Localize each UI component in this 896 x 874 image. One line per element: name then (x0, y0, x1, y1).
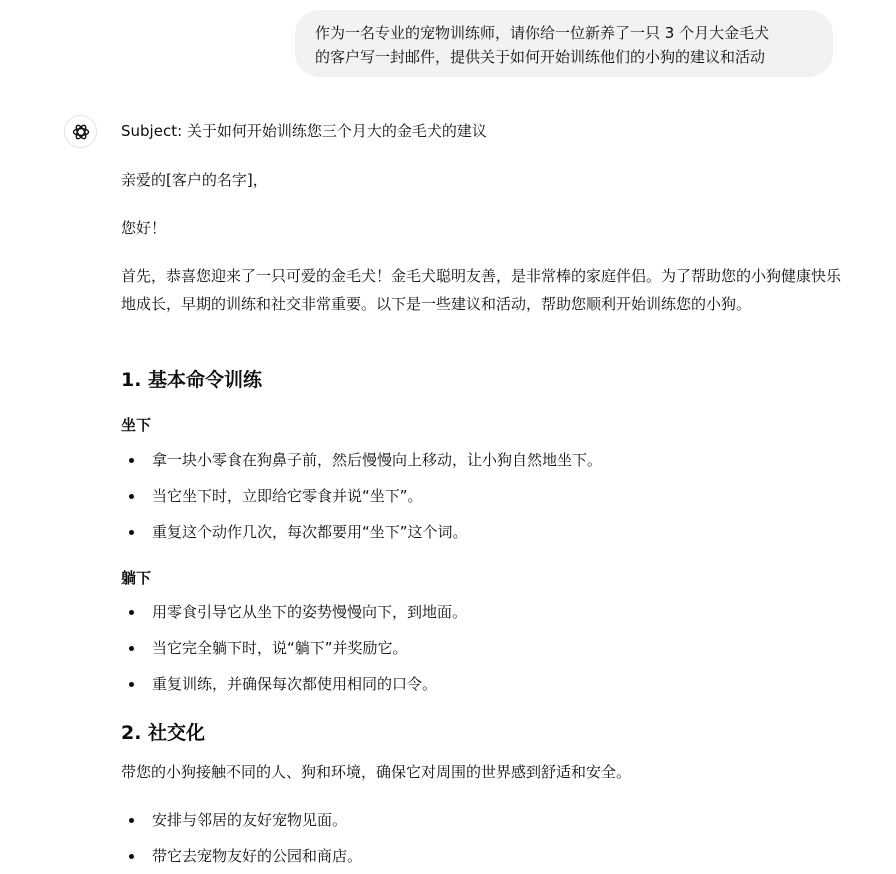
list-item: 重复训练，并确保每次都使用相同的口令。 (121, 672, 437, 696)
openai-logo-icon (71, 122, 91, 142)
sit-title: 坐下 (121, 416, 152, 434)
section-2-heading: 2. 社交化 (121, 722, 206, 744)
list-item: 当它完全躺下时，说“躺下”并奖励它。 (121, 636, 408, 660)
user-message-bubble (295, 10, 833, 77)
assistant-avatar (64, 115, 97, 148)
user-message-line-2: 的客户写一封邮件，提供关于如何开始训练他们的小狗的建议和活动 (315, 48, 766, 66)
list-item: 带它去宠物友好的公园和商店。 (121, 844, 362, 868)
email-intro: 首先，恭喜您迎来了一只可爱的金毛犬！金毛犬聪明友善，是非常棒的家庭伴侣。为了帮助您的小狗健康快乐地成长，早期的训练和社交非常重要。以下是一些建议和活动，帮助您顺利开始训练您的小狗。 (121, 267, 842, 313)
list-item: 重复这个动作几次，每次都要用“坐下”这个词。 (121, 520, 468, 544)
section-2-description: 带您的小狗接触不同的人、狗和环境，确保它对周围的世界感到舒适和安全。 (121, 763, 632, 781)
section-1-heading: 1. 基本命令训练 (121, 369, 263, 391)
down-title: 躺下 (121, 569, 152, 587)
list-item: 安排与邻居的友好宠物见面。 (121, 808, 347, 832)
user-message-line-1: 作为一名专业的宠物训练师，请你给一位新养了一只 3 个月大金毛犬 (315, 24, 770, 42)
email-greeting: 亲爱的[客户的名字]， (121, 171, 268, 189)
list-item: 拿一块小零食在狗鼻子前，然后慢慢向上移动，让小狗自然地坐下。 (121, 448, 602, 472)
list-item: 用零食引导它从坐下的姿势慢慢向下，到地面。 (121, 600, 467, 624)
email-subject: Subject: 关于如何开始训练您三个月大的金毛犬的建议 (121, 122, 487, 140)
list-item: 当它坐下时，立即给它零食并说“坐下”。 (121, 484, 423, 508)
email-hello: 您好！ (121, 219, 167, 237)
